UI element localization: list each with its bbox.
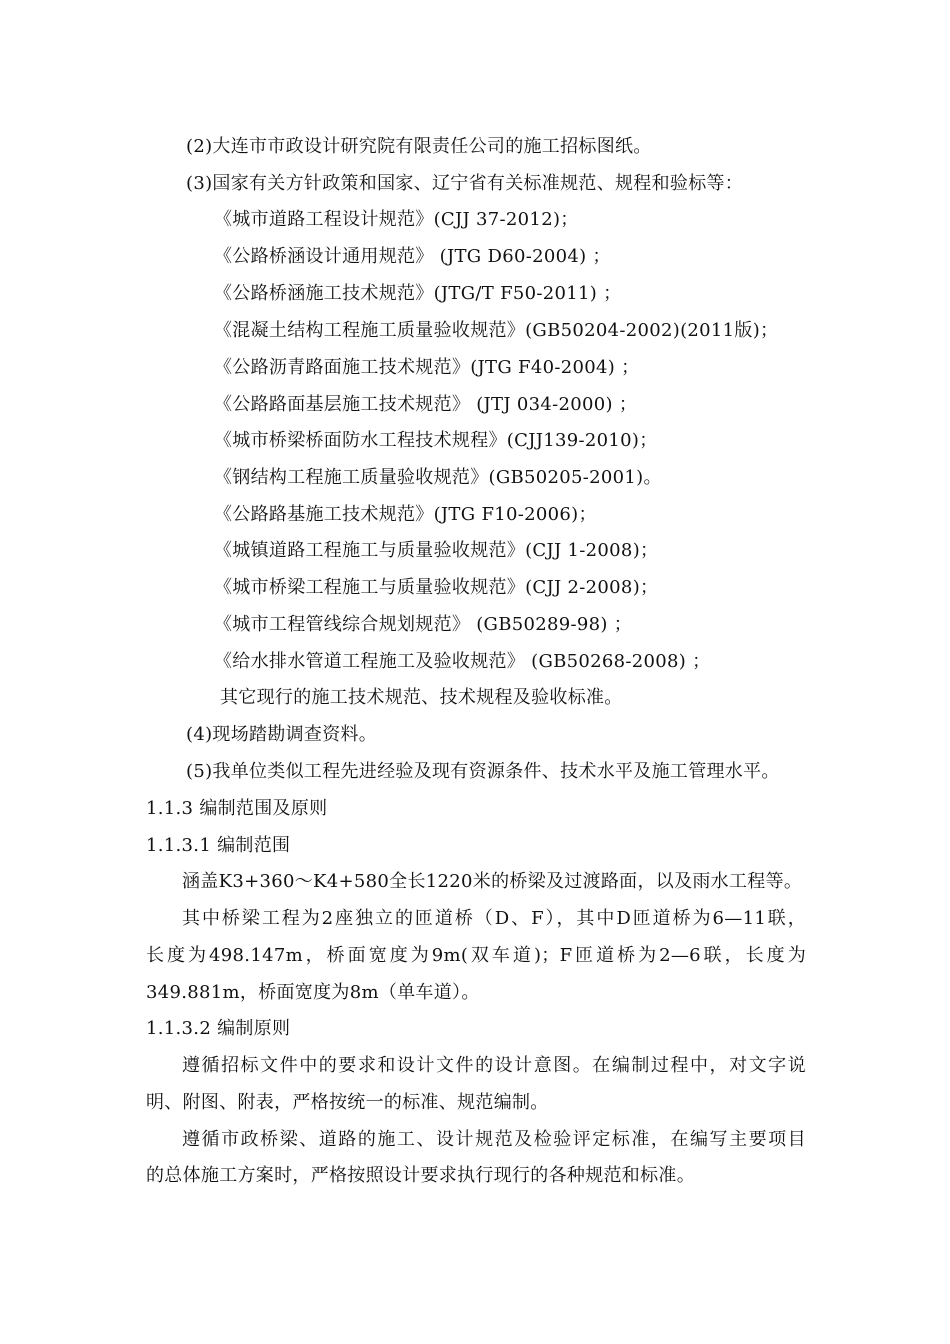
standard-item: 《公路桥涵施工技术规范》(JTG/T F50-2011) ；	[214, 283, 622, 304]
standard-item: 《公路桥涵设计通用规范》 (JTG D60-2004) ；	[214, 246, 611, 267]
scope-paragraph-2-line: 349.881m，桥面宽度为8m（单车道）。	[146, 982, 480, 1003]
standard-item: 《公路路面基层施工技术规范》 (JTJ 034-2000) ；	[214, 394, 638, 415]
principle-paragraph-1-line: 明、附图、附表，严格按统一的标准、规范编制。	[146, 1092, 549, 1113]
scope-paragraph-2-line: 长度为498.147m，桥面宽度为9m(双车道)；F匝道桥为2—6联，长度为	[146, 945, 806, 966]
standard-item: 《公路沥青路面施工技术规范》(JTG F40-2004) ；	[214, 357, 640, 378]
principle-paragraph-2-line: 遵循市政桥梁、道路的施工、设计规范及检验评定标准，在编写主要项目	[182, 1129, 806, 1150]
subsection-heading: 1.1.3.1 编制范围	[146, 835, 291, 856]
principle-paragraph-1-line: 遵循招标文件中的要求和设计文件的设计意图。在编制过程中，对文字说	[182, 1055, 806, 1076]
basis-item-2: (2)大连市市政设计研究院有限责任公司的施工招标图纸。	[186, 136, 652, 157]
standard-item: 《混凝土结构工程施工质量验收规范》(GB50204-2002)(2011版)；	[214, 320, 779, 341]
standard-item: 《给水排水管道工程施工及验收规范》 (GB50268-2008) ；	[214, 651, 711, 672]
standard-item: 《城市道路工程设计规范》(CJJ 37-2012)；	[214, 209, 579, 230]
standard-item: 《城市工程管线综合规划规范》 (GB50289-98) ；	[214, 614, 633, 635]
other-standards: 其它现行的施工技术规范、技术规程及验收标准。	[220, 687, 623, 708]
basis-item-3: (3)国家有关方针政策和国家、辽宁省有关标准规范、规程和验标等：	[186, 173, 744, 194]
standard-item: 《城市桥梁桥面防水工程技术规程》(CJJ139-2010)；	[214, 430, 658, 451]
subsection-heading: 1.1.3.2 编制原则	[146, 1018, 291, 1039]
basis-item-4: (4)现场踏勘调查资料。	[186, 724, 378, 745]
standard-item: 《钢结构工程施工质量验收规范》(GB50205-2001)。	[214, 467, 662, 488]
basis-item-5: (5)我单位类似工程先进经验及现有资源条件、技术水平及施工管理水平。	[186, 761, 780, 782]
principle-paragraph-2-line: 的总体施工方案时，严格按照设计要求执行现行的各种规范和标准。	[146, 1165, 695, 1186]
scope-paragraph-1: 涵盖K3+360～K4+580全长1220米的桥梁及过渡路面，以及雨水工程等。	[182, 871, 803, 892]
standard-item: 《公路路基施工技术规范》(JTG F10-2006)；	[214, 504, 597, 525]
section-heading: 1.1.3 编制范围及原则	[146, 798, 328, 819]
scope-paragraph-2-line: 其中桥梁工程为2座独立的匝道桥（D、F），其中D匝道桥为6—11联，	[182, 908, 806, 929]
standard-item: 《城市桥梁工程施工与质量验收规范》(CJJ 2-2008)；	[214, 577, 659, 598]
standard-item: 《城镇道路工程施工与质量验收规范》(CJJ 1-2008)；	[214, 540, 659, 561]
